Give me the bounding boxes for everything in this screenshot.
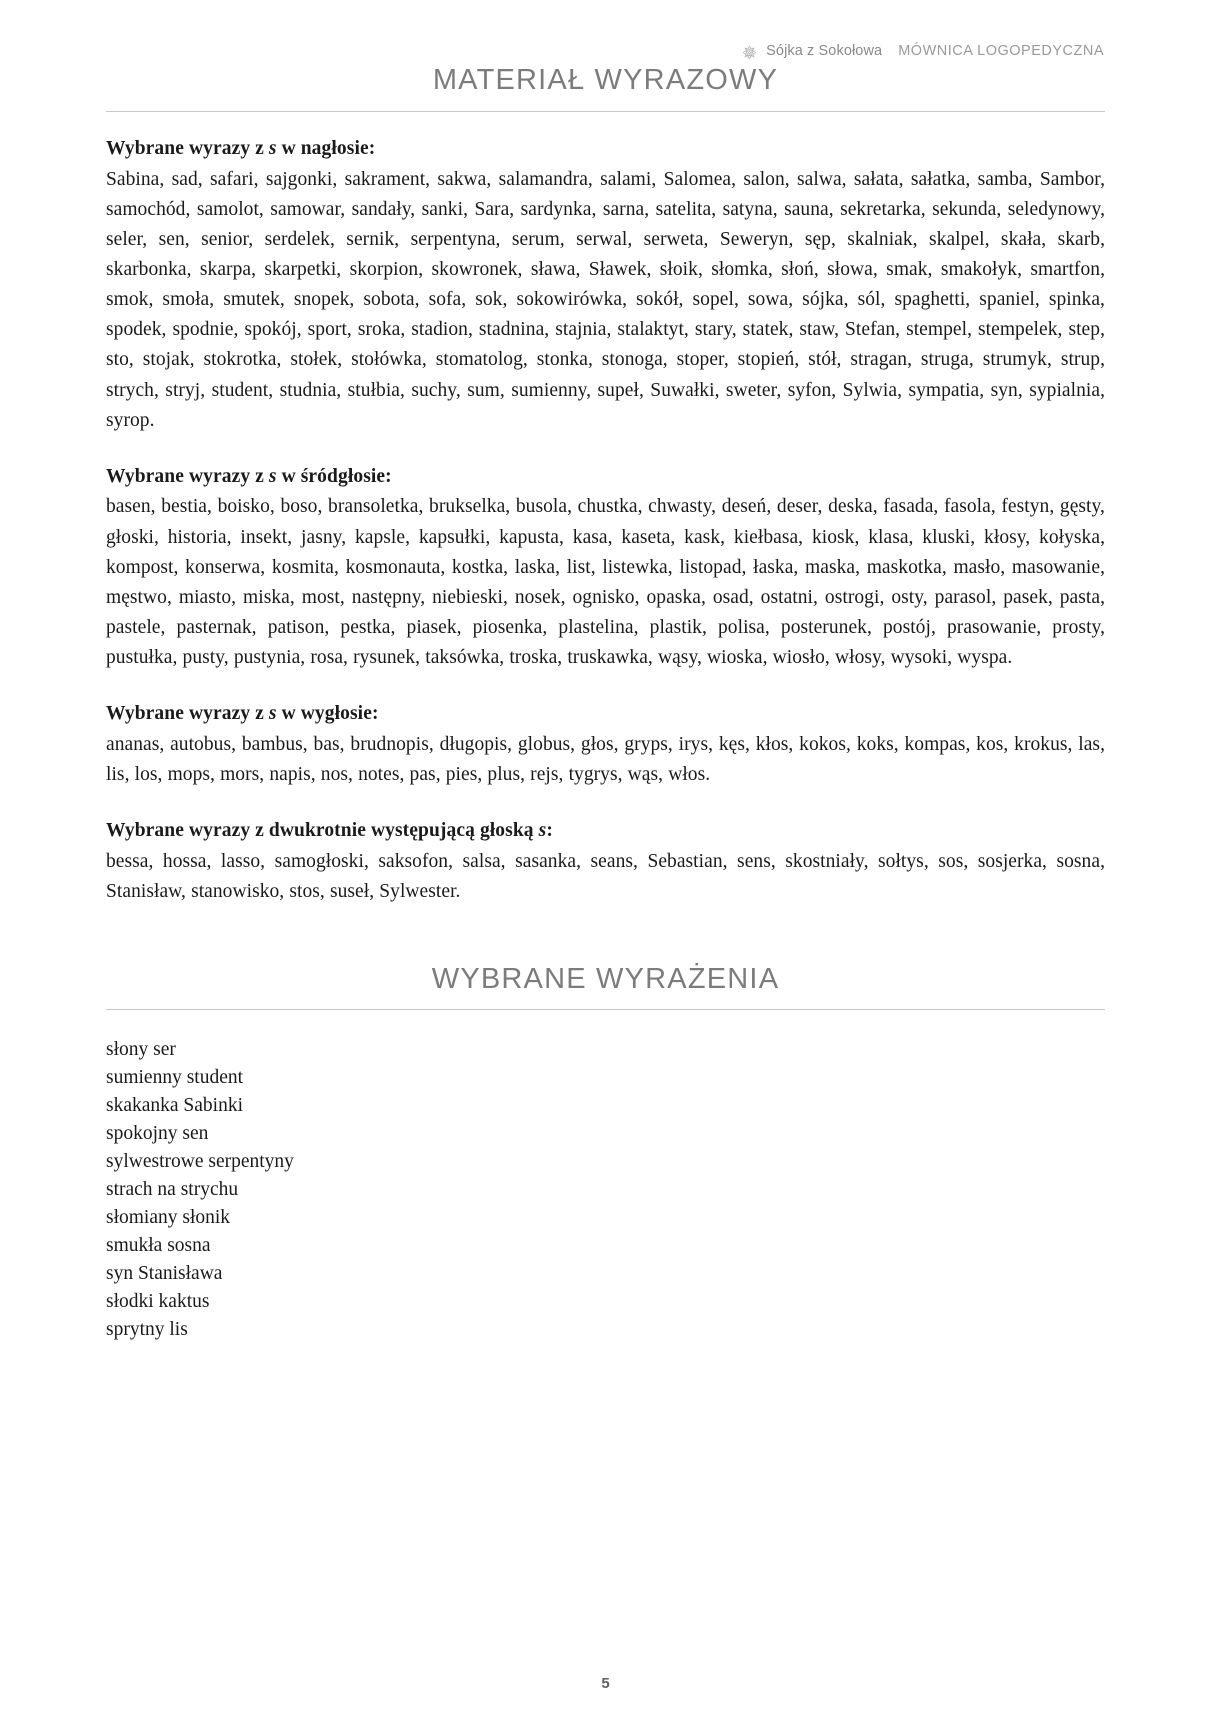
list-item: słodki kaktus bbox=[106, 1290, 210, 1312]
word-list-wyglos: ananas, autobus, bambus, bas, brudnopis, długopis, globus, głos, gryps, irys, kęs, kłos, kokos, koks, kompas, kos, krokus, las, lis, los, mops, mors, napis, nos, notes, pas, pies, plus, rejs, tygrys, wąs, włos. bbox=[106, 733, 1105, 785]
section-expressions bbox=[106, 963, 1105, 1344]
list-item: słony ser bbox=[106, 1038, 176, 1060]
heading-text-post: w wygłosie: bbox=[276, 703, 379, 725]
list-item: sumienny student bbox=[106, 1066, 244, 1088]
word-block-naglos bbox=[106, 134, 1105, 436]
running-head bbox=[106, 38, 1105, 64]
word-block-heading bbox=[106, 462, 1105, 492]
heading-text-pre: Wybrane wyrazy z bbox=[106, 465, 269, 487]
list-item: sylwestrowe serpentyny bbox=[106, 1150, 294, 1172]
heading-phoneme: s bbox=[268, 465, 277, 487]
expression-list bbox=[106, 1036, 1105, 1344]
word-block-srodglos bbox=[106, 462, 1105, 673]
list-item: smukła sosna bbox=[106, 1234, 211, 1256]
heading-text-post: w nagłosie: bbox=[276, 138, 376, 159]
heading-phoneme: s bbox=[538, 820, 547, 841]
word-block-heading bbox=[106, 816, 1105, 846]
word-list-naglos: Sabina, sad, safari, sajgonki, sakrament, sakwa, salamandra, salami, Salomea, salon, salwa, sałata, sałatka, samba, Sambor, samochód, samolot, samowar, sandały, sanki, Sara, sardynka, sarna, satelita, satyna, sauna, sekretarka, sekunda, seledynowy, seler, sen, senior, serdelek, sernik, serpentyna, serum, serwal, serweta, Seweryn, sęp, skalniak, skalpel, skała, skarb, skarbonka, skarpa, skarpetki, skorpion, skowronek, sława, Sławek, słoik, słomka, słoń, słowa, smak, smakołyk, smartfon, smok, smoła, smutek, snopek, sobota, sofa, sok, sokowirówka, sokół, sopel, sowa, sójka, sól, spaghetti, spaniel, spinka, spodek, spodnie, spokój, sport, sroka, stadion, stadnina, stajnia, stalaktyt, stary, statek, staw, Stefan, stempel, stempelek, step, sto, stojak, stokrotka, stołek, stołówka, stomatolog, stonka, stonoga, stoper, stopień, stół, stragan, struga, strumyk, strup, strych, stryj, student, studnia, stułbia, suchy, sum, sumienny, supeł, Suwałki, sweter, syfon, Sylwia, sympatia, syn, sypialnia, syrop. bbox=[106, 168, 1105, 431]
list-item: syn Stanisława bbox=[106, 1262, 223, 1284]
title-rule-material bbox=[106, 111, 1105, 112]
rosette-logo-icon bbox=[742, 45, 757, 60]
list-item: skakanka Sabinki bbox=[106, 1094, 244, 1116]
running-head-series: MÓWNICA LOGOPEDYCZNA bbox=[898, 43, 1104, 59]
running-head-brand: Sójka z Sokołowa bbox=[766, 43, 883, 59]
list-item: spokojny sen bbox=[106, 1122, 209, 1144]
heading-phoneme: s bbox=[268, 138, 277, 159]
heading-phoneme: s bbox=[268, 703, 277, 725]
page-title-expressions: WYBRANE WYRAŻENIA bbox=[431, 962, 780, 995]
word-block-double bbox=[106, 816, 1105, 907]
list-item: sprytny lis bbox=[106, 1318, 188, 1340]
list-item: strach na strychu bbox=[106, 1178, 239, 1200]
page-title-material: MATERIAŁ WYRAZOWY bbox=[432, 64, 779, 96]
page-number: 5 bbox=[601, 1675, 610, 1692]
heading-text-post: w śródgłosie: bbox=[276, 465, 392, 487]
title-rule-expressions bbox=[106, 1009, 1105, 1010]
heading-text-pre: Wybrane wyrazy z bbox=[106, 138, 269, 159]
word-list-srodglos: basen, bestia, boisko, boso, bransoletka, brukselka, busola, chustka, chwasty, deseń, deser, deska, fasada, fasola, festyn, gęsty, głoski, historia, insekt, jasny, kapsle, kapsułki, kapusta, kasa, kaseta, kask, kiełbasa, kiosk, klasa, kluski, kłosy, kołyska, kompost, konserwa, kosmita, kosmonauta, kostka, laska, list, listewka, listopad, łaska, maska, maskotka, masło, masowanie, męstwo, miasto, miska, most, następny, niebieski, nosek, ognisko, opaska, osad, ostatni, ostrogi, osty, parasol, pasek, pasta, pastele, pasternak, patison, pestka, piasek, piosenka, plastelina, plastik, polisa, posterunek, postój, prasowanie, prosty, pustułka, pusty, pustynia, rosa, rysunek, taksówka, troska, truskawka, wąsy, wioska, wiosło, włosy, wysoki, wyspa. bbox=[106, 496, 1105, 668]
heading-text-pre: Wybrane wyrazy z bbox=[106, 703, 269, 725]
word-block-heading bbox=[106, 134, 1105, 164]
heading-text-post: : bbox=[546, 820, 553, 841]
word-block-heading bbox=[106, 699, 1105, 729]
word-block-wyglos bbox=[106, 699, 1105, 790]
heading-text-pre: Wybrane wyrazy z dwukrotnie występującą głoską bbox=[106, 820, 539, 841]
list-item: słomiany słonik bbox=[106, 1206, 231, 1228]
word-list-double: bessa, hossa, lasso, samogłoski, saksofon, salsa, sasanka, seans, Sebastian, sens, skostniały, sołtys, sos, sosjerka, sosna, Stanisław, stanowisko, stos, suseł, Sylwester. bbox=[106, 850, 1105, 902]
